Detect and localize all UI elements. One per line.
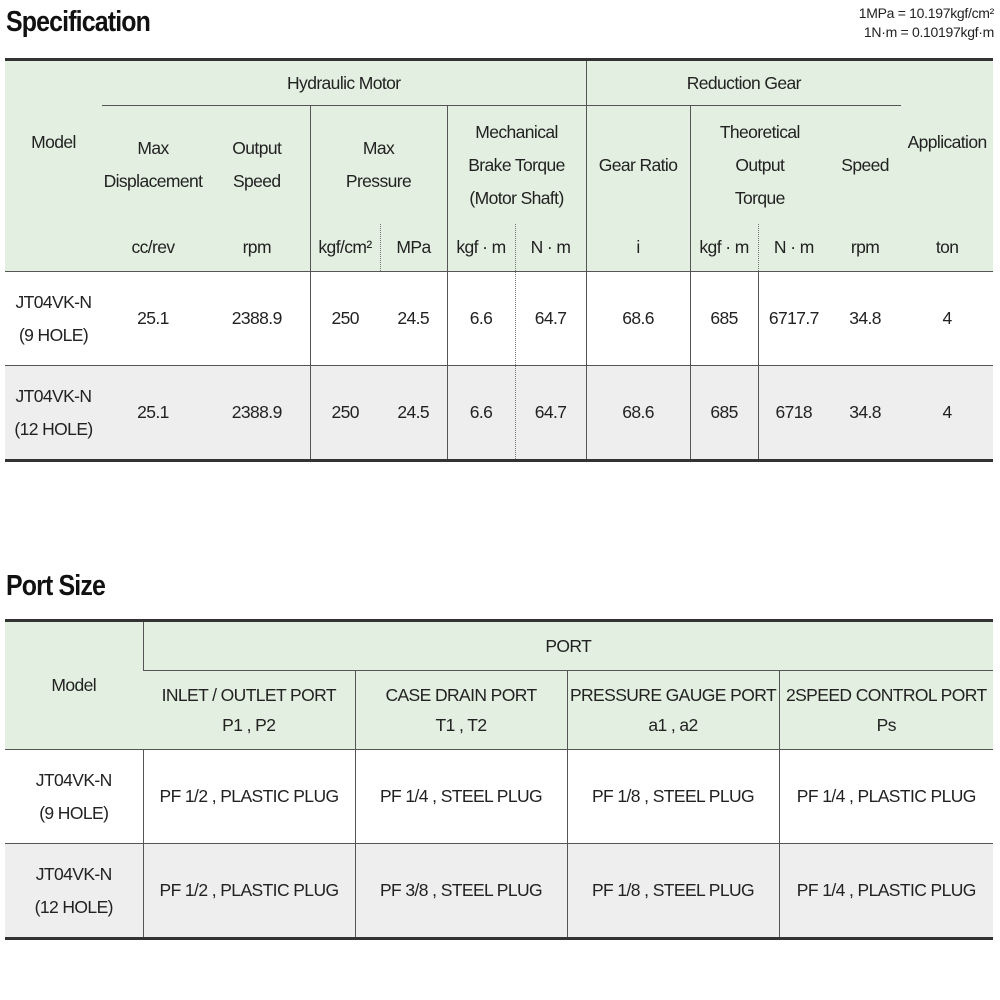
- cell-value: 6.6: [447, 272, 515, 366]
- model-variant: (9 HOLE): [39, 802, 109, 823]
- header-line: (Motor Shaft): [469, 187, 564, 208]
- header-model: Model: [5, 621, 143, 750]
- header-line: PRESSURE GAUGE PORT: [569, 685, 777, 705]
- row-model: [5, 844, 143, 939]
- header-line: P1 , P2: [222, 715, 276, 735]
- unit-cell: cc/rev: [102, 224, 204, 272]
- header-line: Max: [137, 138, 169, 158]
- model-name: JT04VK-N: [15, 385, 92, 406]
- header-hydraulic-motor: Hydraulic Motor: [102, 60, 586, 106]
- header-line: INLET / OUTLET PORT: [161, 685, 336, 705]
- unit-cell: MPa: [380, 224, 447, 272]
- unit-cell: kgf · m: [690, 224, 758, 272]
- cell-value: 64.7: [515, 272, 586, 366]
- port-size-title: Port Size: [6, 570, 105, 602]
- header-max-pressure: [310, 106, 447, 225]
- header-line: Output: [232, 138, 282, 158]
- header-output-speed: [204, 106, 310, 225]
- table-row: [5, 750, 993, 844]
- unit-cell: kgf/cm²: [310, 224, 380, 272]
- cell-value: 68.6: [586, 366, 690, 461]
- cell-value: 6718: [758, 366, 829, 461]
- unit-cell: kgf · m: [447, 224, 515, 272]
- cell-value: PF 1/4 , PLASTIC PLUG: [779, 844, 993, 939]
- cell-value: 250: [310, 366, 380, 461]
- model-name: JT04VK-N: [15, 291, 92, 312]
- header-line: Max: [362, 138, 395, 158]
- unit-cell: rpm: [829, 224, 901, 272]
- conversion-torque: 1N·m = 0.10197kgf·m: [863, 24, 994, 40]
- model-variant: (9 HOLE): [18, 324, 89, 345]
- cell-value: PF 1/2 , PLASTIC PLUG: [143, 750, 355, 844]
- header-reduction-gear: Reduction Gear: [586, 60, 901, 106]
- model-variant: (12 HOLE): [34, 896, 113, 917]
- header-max-displacement: [102, 106, 204, 225]
- model-variant: (12 HOLE): [14, 418, 93, 439]
- specification-table: [5, 58, 993, 462]
- header-line: 2SPEED CONTROL PORT: [785, 685, 987, 705]
- cell-value: 34.8: [829, 366, 901, 461]
- header-application: Application: [901, 60, 993, 225]
- unit-cell: N · m: [515, 224, 586, 272]
- header-line: Brake Torque: [468, 154, 565, 175]
- cell-value: 250: [310, 272, 380, 366]
- header-line: Output: [735, 154, 785, 175]
- header-line: Pressure: [345, 171, 412, 191]
- header-line: Mechanical: [475, 121, 558, 142]
- table-row: [5, 366, 993, 461]
- header-model: Model: [5, 60, 102, 225]
- header-speed: Speed: [829, 106, 901, 225]
- header-line: Ps: [876, 715, 896, 735]
- cell-value: 685: [690, 366, 758, 461]
- cell-value: PF 1/2 , PLASTIC PLUG: [143, 844, 355, 939]
- header-theoretical-torque: [690, 106, 829, 225]
- header-pressure-gauge-port: [567, 671, 779, 750]
- unit-cell: i: [586, 224, 690, 272]
- cell-value: 2388.9: [204, 366, 310, 461]
- header-brake-torque: [447, 106, 586, 225]
- row-model: [5, 366, 102, 461]
- port-size-table: [5, 619, 993, 940]
- cell-value: 6717.7: [758, 272, 829, 366]
- cell-value: PF 3/8 , STEEL PLUG: [355, 844, 567, 939]
- unit-cell: N · m: [758, 224, 829, 272]
- header-2speed-control-port: [779, 671, 993, 750]
- header-line: Torque: [734, 187, 785, 208]
- cell-value: 34.8: [829, 272, 901, 366]
- row-model: [5, 750, 143, 844]
- specification-title: Specification: [6, 6, 151, 38]
- cell-value: PF 1/4 , STEEL PLUG: [355, 750, 567, 844]
- unit-cell: ton: [901, 224, 993, 272]
- cell-value: 25.1: [102, 272, 204, 366]
- header-line: T1 , T2: [435, 715, 487, 735]
- cell-value: 25.1: [102, 366, 204, 461]
- header-line: CASE DRAIN PORT: [385, 685, 537, 705]
- row-model: [5, 272, 102, 366]
- table-row: [5, 272, 993, 366]
- cell-value: 4: [901, 366, 993, 461]
- unit-cell: rpm: [204, 224, 310, 272]
- cell-value: 64.7: [515, 366, 586, 461]
- header-gear-ratio: Gear Ratio: [586, 106, 690, 225]
- model-name: JT04VK-N: [35, 769, 112, 790]
- header-case-drain-port: [355, 671, 567, 750]
- cell-value: 6.6: [447, 366, 515, 461]
- model-name: JT04VK-N: [35, 863, 112, 884]
- header-port: PORT: [143, 621, 993, 671]
- table-row: [5, 844, 993, 939]
- cell-value: PF 1/4 , PLASTIC PLUG: [779, 750, 993, 844]
- header-line: Displacement: [103, 171, 203, 191]
- cell-value: PF 1/8 , STEEL PLUG: [567, 750, 779, 844]
- conversion-pressure: 1MPa = 10.197kgf/cm²: [858, 5, 994, 21]
- cell-value: PF 1/8 , STEEL PLUG: [567, 844, 779, 939]
- cell-value: 685: [690, 272, 758, 366]
- header-inlet-outlet-port: [143, 671, 355, 750]
- header-line: Theoretical: [719, 121, 800, 142]
- cell-value: 4: [901, 272, 993, 366]
- cell-value: 68.6: [586, 272, 690, 366]
- unit-model-blank: [5, 224, 102, 272]
- cell-value: 24.5: [380, 272, 447, 366]
- cell-value: 24.5: [380, 366, 447, 461]
- unit-conversion-note: [859, 4, 994, 42]
- header-line: Speed: [232, 171, 281, 191]
- header-line: a1 , a2: [648, 715, 698, 735]
- cell-value: 2388.9: [204, 272, 310, 366]
